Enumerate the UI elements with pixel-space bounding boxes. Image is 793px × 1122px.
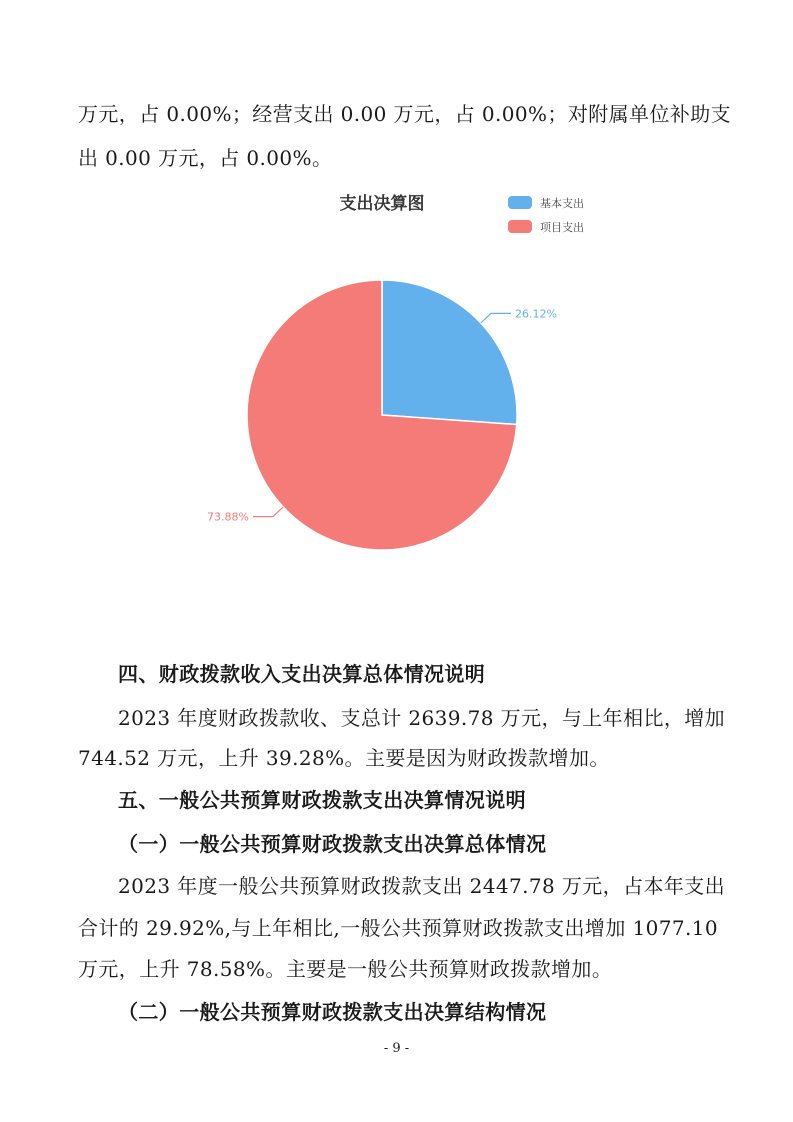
pie-data-label-1: 26.12%	[515, 307, 557, 321]
pie-data-label-2: 73.88%	[207, 510, 249, 524]
section-heading-4: 四、财政拨款收入支出决算总体情况说明	[118, 662, 486, 686]
legend-label-1: 基本支出	[540, 197, 584, 210]
paragraph-line: 万元，上升 78.58%。主要是一般公共预算财政拨款增加。	[78, 957, 613, 981]
subsection-heading-1: （一）一般公共预算财政拨款支出决算总体情况	[118, 832, 547, 856]
page-number: - 9 -	[383, 1041, 410, 1056]
paragraph-line: 合计的 29.92%,与上年相比,一般公共预算财政拨款支出增加 1077.10	[78, 916, 718, 940]
chart-title: 支出决算图	[339, 194, 425, 214]
pie-slices	[247, 280, 517, 550]
pie-chart	[0, 180, 793, 580]
pie-slice-1	[382, 280, 517, 424]
legend-swatch-2	[508, 220, 532, 233]
paragraph-line: 744.52 万元，上升 39.28%。主要是因为财政拨款增加。	[78, 746, 610, 770]
pie-leader-line-1	[481, 313, 511, 323]
pie-leader-line-2	[253, 507, 283, 517]
paragraph-line: 万元，占 0.00%；经营支出 0.00 万元，占 0.00%；对附属单位补助支	[78, 102, 732, 126]
paragraph-line: 2023 年度一般公共预算财政拨款支出 2447.78 万元，占本年支出	[118, 874, 726, 898]
subsection-heading-2: （二）一般公共预算财政拨款支出决算结构情况	[118, 1000, 547, 1024]
paragraph-line: 出 0.00 万元，占 0.00%。	[78, 146, 333, 170]
chart-legend	[508, 196, 584, 234]
section-heading-5: 五、一般公共预算财政拨款支出决算情况说明	[118, 788, 526, 812]
paragraph-line: 2023 年度财政拨款收、支总计 2639.78 万元，与上年相比，增加	[118, 706, 726, 730]
legend-swatch-1	[508, 196, 532, 209]
legend-label-2: 项目支出	[540, 221, 584, 234]
